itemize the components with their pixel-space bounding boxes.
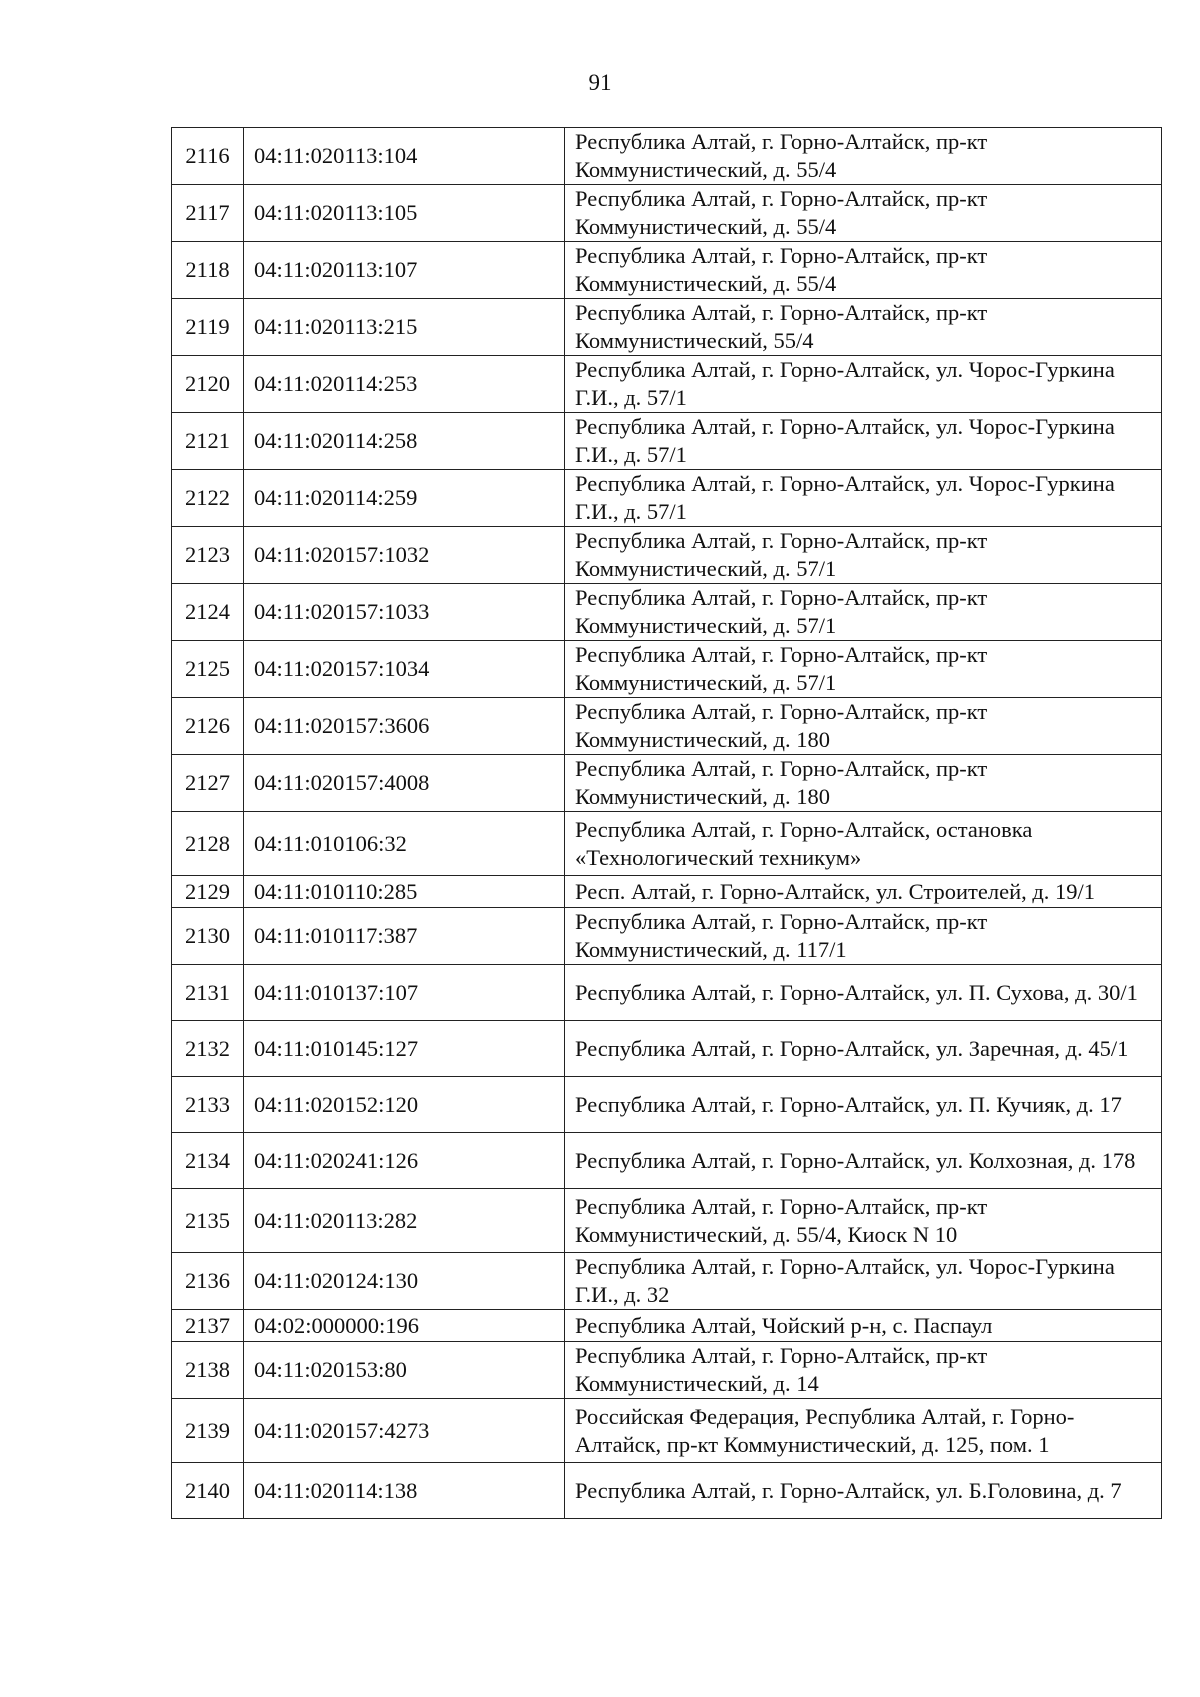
row-number: 2127 — [172, 755, 244, 812]
row-number: 2133 — [172, 1077, 244, 1133]
table-row — [172, 965, 1162, 1021]
address: Республика Алтай, г. Горно-Алтайск, пр-кт Коммунистический, д. 57/1 — [565, 641, 1162, 698]
table-row — [172, 128, 1162, 185]
address: Республика Алтай, г. Горно-Алтайск, пр-кт Коммунистический, д. 180 — [565, 755, 1162, 812]
cadastral-number: 04:11:020114:253 — [244, 356, 565, 413]
address: Республика Алтай, г. Горно-Алтайск, ул. П. Сухова, д. 30/1 — [565, 965, 1162, 1021]
cadastral-number: 04:11:010110:285 — [244, 876, 565, 908]
table-row — [172, 641, 1162, 698]
table-row — [172, 242, 1162, 299]
row-number: 2140 — [172, 1463, 244, 1519]
address: Респ. Алтай, г. Горно-Алтайск, ул. Строителей, д. 19/1 — [565, 876, 1162, 908]
row-number: 2118 — [172, 242, 244, 299]
cadastral-number: 04:11:020113:107 — [244, 242, 565, 299]
cadastral-number: 04:11:010117:387 — [244, 908, 565, 965]
address: Республика Алтай, г. Горно-Алтайск, пр-кт Коммунистический, д. 55/4 — [565, 185, 1162, 242]
table-row — [172, 1342, 1162, 1399]
row-number: 2120 — [172, 356, 244, 413]
table-row — [172, 1189, 1162, 1253]
cadastral-number: 04:11:010137:107 — [244, 965, 565, 1021]
address: Республика Алтай, г. Горно-Алтайск, остановка «Технологический техникум» — [565, 812, 1162, 876]
table-row — [172, 698, 1162, 755]
row-number: 2122 — [172, 470, 244, 527]
address: Республика Алтай, Чойский р-н, с. Паспаул — [565, 1310, 1162, 1342]
row-number: 2116 — [172, 128, 244, 185]
row-number: 2129 — [172, 876, 244, 908]
table-row — [172, 1399, 1162, 1463]
table-row — [172, 1463, 1162, 1519]
cadastral-number: 04:11:020157:1034 — [244, 641, 565, 698]
row-number: 2132 — [172, 1021, 244, 1077]
address: Республика Алтай, г. Горно-Алтайск, ул. Чорос-Гуркина Г.И., д. 57/1 — [565, 413, 1162, 470]
cadastral-number: 04:11:020113:105 — [244, 185, 565, 242]
address: Республика Алтай, г. Горно-Алтайск, пр-кт Коммунистический, 55/4 — [565, 299, 1162, 356]
table-row — [172, 413, 1162, 470]
table-row — [172, 908, 1162, 965]
address: Республика Алтай, г. Горно-Алтайск, пр-кт Коммунистический, д. 117/1 — [565, 908, 1162, 965]
cadastral-number: 04:11:020113:104 — [244, 128, 565, 185]
cadastral-number: 04:11:020152:120 — [244, 1077, 565, 1133]
address: Российская Федерация, Республика Алтай, г. Горно-Алтайск, пр-кт Коммунистический, д. 125, пом. 1 — [565, 1399, 1162, 1463]
row-number: 2131 — [172, 965, 244, 1021]
address: Республика Алтай, г. Горно-Алтайск, ул. Чорос-Гуркина Г.И., д. 32 — [565, 1253, 1162, 1310]
row-number: 2124 — [172, 584, 244, 641]
table-row — [172, 1133, 1162, 1189]
cadastral-number: 04:11:020113:282 — [244, 1189, 565, 1253]
row-number: 2134 — [172, 1133, 244, 1189]
cadastral-number: 04:11:020157:4008 — [244, 755, 565, 812]
cadastral-number: 04:11:020114:259 — [244, 470, 565, 527]
table-row — [172, 1253, 1162, 1310]
cadastral-number: 04:11:020114:138 — [244, 1463, 565, 1519]
address: Республика Алтай, г. Горно-Алтайск, ул. Чорос-Гуркина Г.И., д. 57/1 — [565, 356, 1162, 413]
cadastral-number: 04:11:010106:32 — [244, 812, 565, 876]
address: Республика Алтай, г. Горно-Алтайск, пр-кт Коммунистический, д. 57/1 — [565, 584, 1162, 641]
address: Республика Алтай, г. Горно-Алтайск, ул. П. Кучияк, д. 17 — [565, 1077, 1162, 1133]
row-number: 2135 — [172, 1189, 244, 1253]
table-row — [172, 812, 1162, 876]
address: Республика Алтай, г. Горно-Алтайск, ул. Колхозная, д. 178 — [565, 1133, 1162, 1189]
cadastral-number: 04:11:020113:215 — [244, 299, 565, 356]
cadastral-number: 04:02:000000:196 — [244, 1310, 565, 1342]
cadastral-number: 04:11:020241:126 — [244, 1133, 565, 1189]
row-number: 2123 — [172, 527, 244, 584]
address: Республика Алтай, г. Горно-Алтайск, пр-кт Коммунистический, д. 180 — [565, 698, 1162, 755]
table-row — [172, 755, 1162, 812]
address: Республика Алтай, г. Горно-Алтайск, ул. Заречная, д. 45/1 — [565, 1021, 1162, 1077]
cadastral-number: 04:11:020157:1033 — [244, 584, 565, 641]
table-row — [172, 185, 1162, 242]
address: Республика Алтай, г. Горно-Алтайск, пр-кт Коммунистический, д. 55/4 — [565, 128, 1162, 185]
table-row — [172, 527, 1162, 584]
row-number: 2136 — [172, 1253, 244, 1310]
address: Республика Алтай, г. Горно-Алтайск, пр-кт Коммунистический, д. 55/4 — [565, 242, 1162, 299]
row-number: 2117 — [172, 185, 244, 242]
table-row — [172, 299, 1162, 356]
row-number: 2130 — [172, 908, 244, 965]
page-number: 91 — [588, 70, 612, 95]
registry-table — [171, 127, 1162, 1519]
cadastral-number: 04:11:020157:1032 — [244, 527, 565, 584]
row-number: 2126 — [172, 698, 244, 755]
cadastral-number: 04:11:020157:4273 — [244, 1399, 565, 1463]
address: Республика Алтай, г. Горно-Алтайск, ул. Чорос-Гуркина Г.И., д. 57/1 — [565, 470, 1162, 527]
table-row — [172, 584, 1162, 641]
table-row — [172, 1077, 1162, 1133]
table-row — [172, 356, 1162, 413]
row-number: 2119 — [172, 299, 244, 356]
row-number: 2139 — [172, 1399, 244, 1463]
cadastral-number: 04:11:020114:258 — [244, 413, 565, 470]
cadastral-number: 04:11:020124:130 — [244, 1253, 565, 1310]
address: Республика Алтай, г. Горно-Алтайск, ул. Б.Головина, д. 7 — [565, 1463, 1162, 1519]
table-row — [172, 876, 1162, 908]
row-number: 2128 — [172, 812, 244, 876]
table-row — [172, 1021, 1162, 1077]
table-row — [172, 1310, 1162, 1342]
table-row — [172, 470, 1162, 527]
address: Республика Алтай, г. Горно-Алтайск, пр-кт Коммунистический, д. 14 — [565, 1342, 1162, 1399]
cadastral-number: 04:11:020157:3606 — [244, 698, 565, 755]
cadastral-number: 04:11:020153:80 — [244, 1342, 565, 1399]
registry-table-body — [172, 128, 1162, 1519]
row-number: 2137 — [172, 1310, 244, 1342]
address: Республика Алтай, г. Горно-Алтайск, пр-кт Коммунистический, д. 55/4, Киоск N 10 — [565, 1189, 1162, 1253]
row-number: 2121 — [172, 413, 244, 470]
cadastral-number: 04:11:010145:127 — [244, 1021, 565, 1077]
address: Республика Алтай, г. Горно-Алтайск, пр-кт Коммунистический, д. 57/1 — [565, 527, 1162, 584]
row-number: 2138 — [172, 1342, 244, 1399]
row-number: 2125 — [172, 641, 244, 698]
